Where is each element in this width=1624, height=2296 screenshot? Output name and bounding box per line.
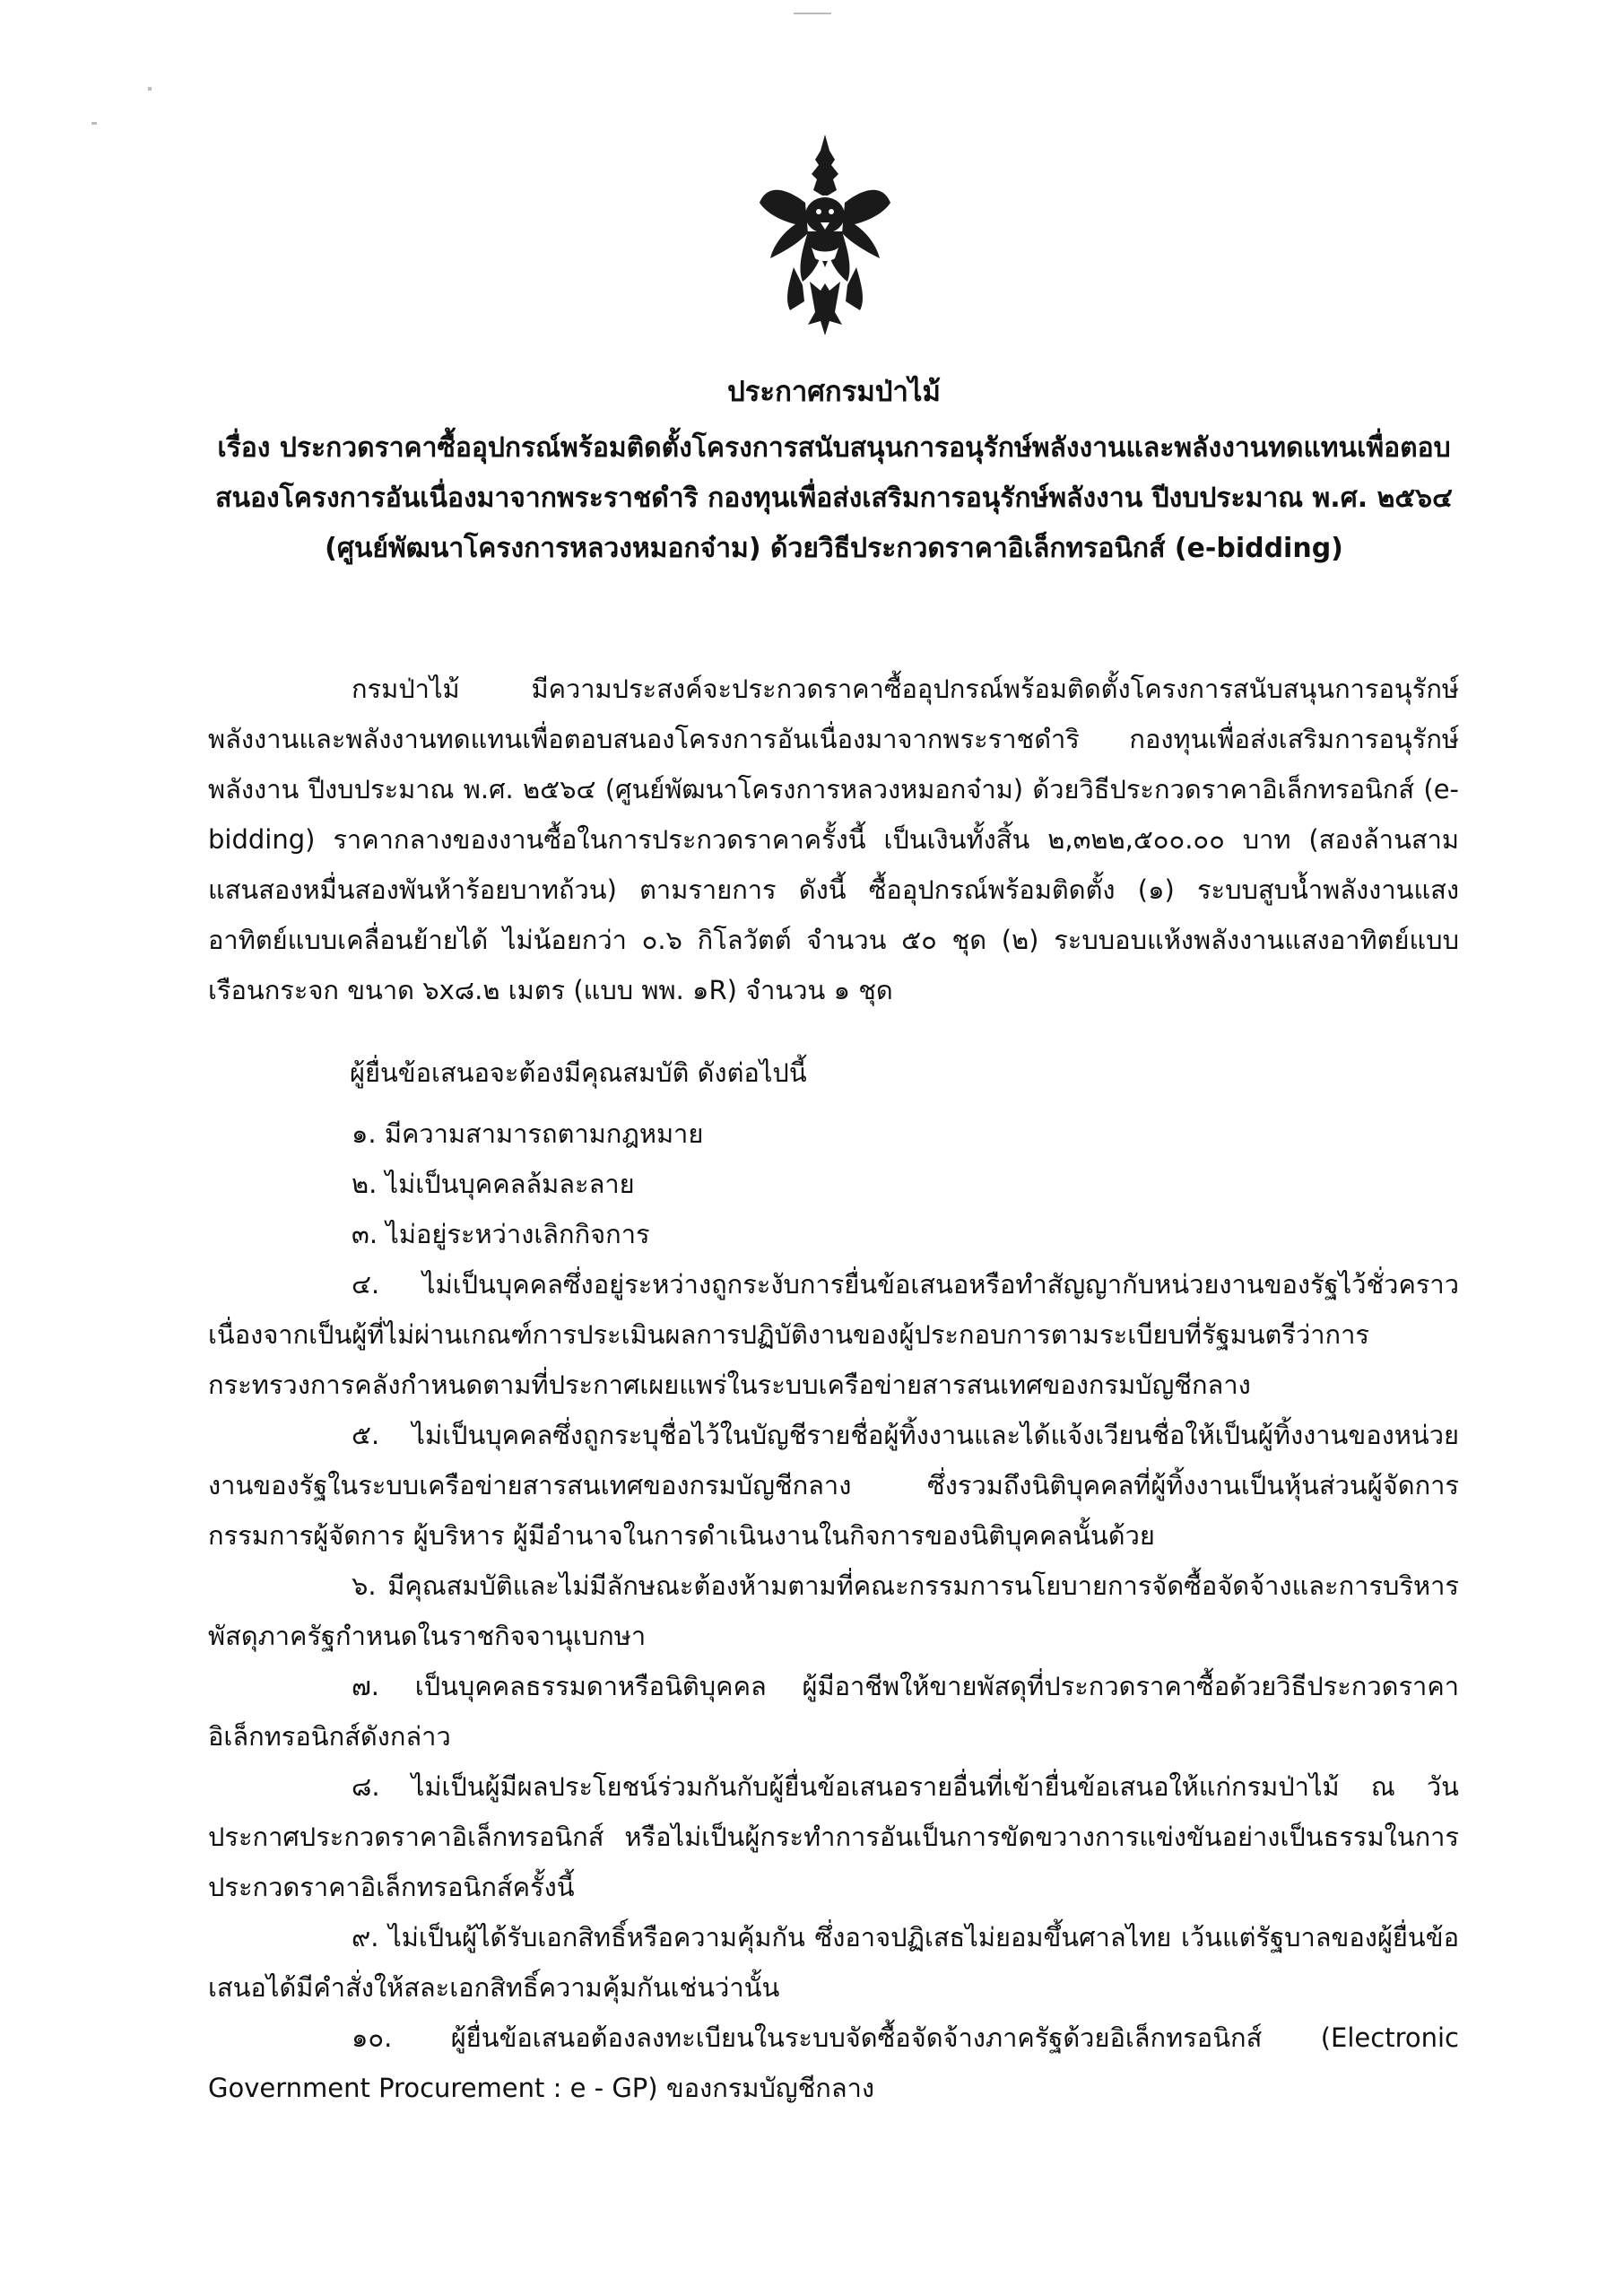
- qualification-item: ๘. ไม่เป็นผู้มีผลประโยชน์ร่วมกันกับผู้ยื่นข้อเสนอรายอื่นที่เข้ายื่นข้อเสนอให้แก่กรมป่าไม้ ณ วันประกาศประกวดราคาอิเล็กทรอนิกส์ หรือไม่เป็นผู้กระทำการอันเป็นการขัดขวางการแข่งขันอย่างเป็นธรรมในการประกวดราคาอิเล็กทรอนิกส์ครั้งนี้: [208, 1771, 1459, 1902]
- qualification-item: ๓. ไม่อยู่ระหว่างเลิกกิจการ: [352, 1219, 650, 1249]
- qualification-item: ๖. มีคุณสมบัติและไม่มีลักษณะต้องห้ามตามที่คณะกรรมการนโยบายการจัดซื้อจัดจ้างและการบริหารพัสดุภาครัฐกำหนดในราชกิจจานุเบกษา: [208, 1570, 1459, 1651]
- qualifications-list: [208, 1109, 1459, 2113]
- qualification-item: ๕. ไม่เป็นบุคคลซึ่งถูกระบุชื่อไว้ในบัญชีรายชื่อผู้ทิ้งงานและได้แจ้งเวียนชื่อให้เป็นผู้ทิ้งงานของหน่วยงานของรัฐในระบบเครือข่ายสารสนเทศของกรมบัญชีกลาง ซึ่งรวมถึงนิติบุคคลที่ผู้ทิ้งงานเป็นหุ้นส่วนผู้จัดการ กรรมการผู้จัดการ ผู้บริหาร ผู้มีอำนาจในการดำเนินงานในกิจการของนิติบุคคลนั้นด้วย: [208, 1420, 1459, 1551]
- announcement-subject: เรื่อง ประกวดราคาซื้ออุปกรณ์พร้อมติดตั้งโครงการสนับสนุนการอนุรักษ์พลังงานและพลังงานทดแทนเพื่อตอบสนองโครงการอันเนื่องมาจากพระราชดำริ กองทุนเพื่อส่งเสริมการอนุรักษ์พลังงาน ปีงบประมาณ พ.ศ. ๒๕๖๔ (ศูนย์พัฒนาโครงการหลวงหมอกจ๋าม) ด้วยวิธีประกวดราคาอิเล็กทรอนิกส์ (e-bidding): [215, 432, 1453, 564]
- scan-mark-left: [91, 122, 97, 125]
- qualification-item: ๒. ไม่เป็นบุคคลล้มละลาย: [352, 1169, 635, 1199]
- qualification-item: ๑๐. ผู้ยื่นข้อเสนอต้องลงทะเบียนในระบบจัดซื้อจัดจ้างภาครัฐด้วยอิเล็กทรอนิกส์ (Electronic Government Procurement : e - GP) ของกรมบัญชีกลาง: [208, 2022, 1459, 2103]
- intro-paragraph: กรมป่าไม้ มีความประสงค์จะประกวดราคาซื้ออุปกรณ์พร้อมติดตั้งโครงการสนับสนุนการอนุรักษ์พลังงานและพลังงานทดแทนเพื่อตอบสนองโครงการอันเนื่องมาจากพระราชดำริ กองทุนเพื่อส่งเสริมการอนุรักษ์พลังงาน ปีงบประมาณ พ.ศ. ๒๕๖๔ (ศูนย์พัฒนาโครงการหลวงหมอกจ๋าม) ด้วยวิธีประกวดราคาอิเล็กทรอนิกส์ (e-bidding) ราคากลางของงานซื้อในการประกวดราคาครั้งนี้ เป็นเงินทั้งสิ้น ๒,๓๒๒,๕๐๐.๐๐ บาท (สองล้านสามแสนสองหมื่นสองพันห้าร้อยบาทถ้วน) ตามรายการ ดังนี้ ซื้ออุปกรณ์พร้อมติดตั้ง (๑) ระบบสูบน้ำพลังงานแสงอาทิตย์แบบเคลื่อนย้ายได้ ไม่น้อยกว่า ๐.๖ กิโลวัตต์ จำนวน ๕๐ ชุด (๒) ระบบอบแห้งพลังงานแสงอาทิตย์แบบเรือนกระจก ขนาด ๖x๘.๒ เมตร (แบบ พพ. ๑R) จำนวน ๑ ชุด: [208, 674, 1459, 1005]
- qualification-item: ๗. เป็นบุคคลธรรมดาหรือนิติบุคคล ผู้มีอาชีพให้ขายพัสดุที่ประกวดราคาซื้อด้วยวิธีประกวดราคาอิเล็กทรอนิกส์ดังกล่าว: [208, 1671, 1459, 1752]
- qualification-item: ๑. มีความสามารถตามกฎหมาย: [352, 1118, 704, 1149]
- announcement-title: ประกาศกรมป่าไม้: [727, 376, 941, 408]
- qualifications-heading: ผู้ยื่นข้อเสนอจะต้องมีคุณสมบัติ ดังต่อไปนี้: [350, 1057, 807, 1088]
- announcement-header: [206, 0, 1462, 574]
- scan-mark-left-2: [148, 87, 152, 91]
- qualification-item: ๔. ไม่เป็นบุคคลซึ่งอยู่ระหว่างถูกระงับการยื่นข้อเสนอหรือทำสัญญากับหน่วยงานของรัฐไว้ชั่วคราวเนื่องจากเป็นผู้ที่ไม่ผ่านเกณฑ์การประเมินผลการปฏิบัติงานของผู้ประกอบการตามระเบียบที่รัฐมนตรีว่าการกระทรวงการคลังกำหนดตามที่ประกาศเผยแพร่ในระบบเครือข่ายสารสนเทศของกรมบัญชีกลาง: [208, 1269, 1459, 1400]
- qualification-item: ๙. ไม่เป็นผู้ได้รับเอกสิทธิ์หรือความคุ้มกัน ซึ่งอาจปฏิเสธไม่ยอมขึ้นศาลไทย เว้นแต่รัฐบาลของผู้ยื่นข้อเสนอได้มีคำสั่งให้สละเอกสิทธิ์ความคุ้มกันเช่นว่านั้น: [208, 1922, 1459, 2003]
